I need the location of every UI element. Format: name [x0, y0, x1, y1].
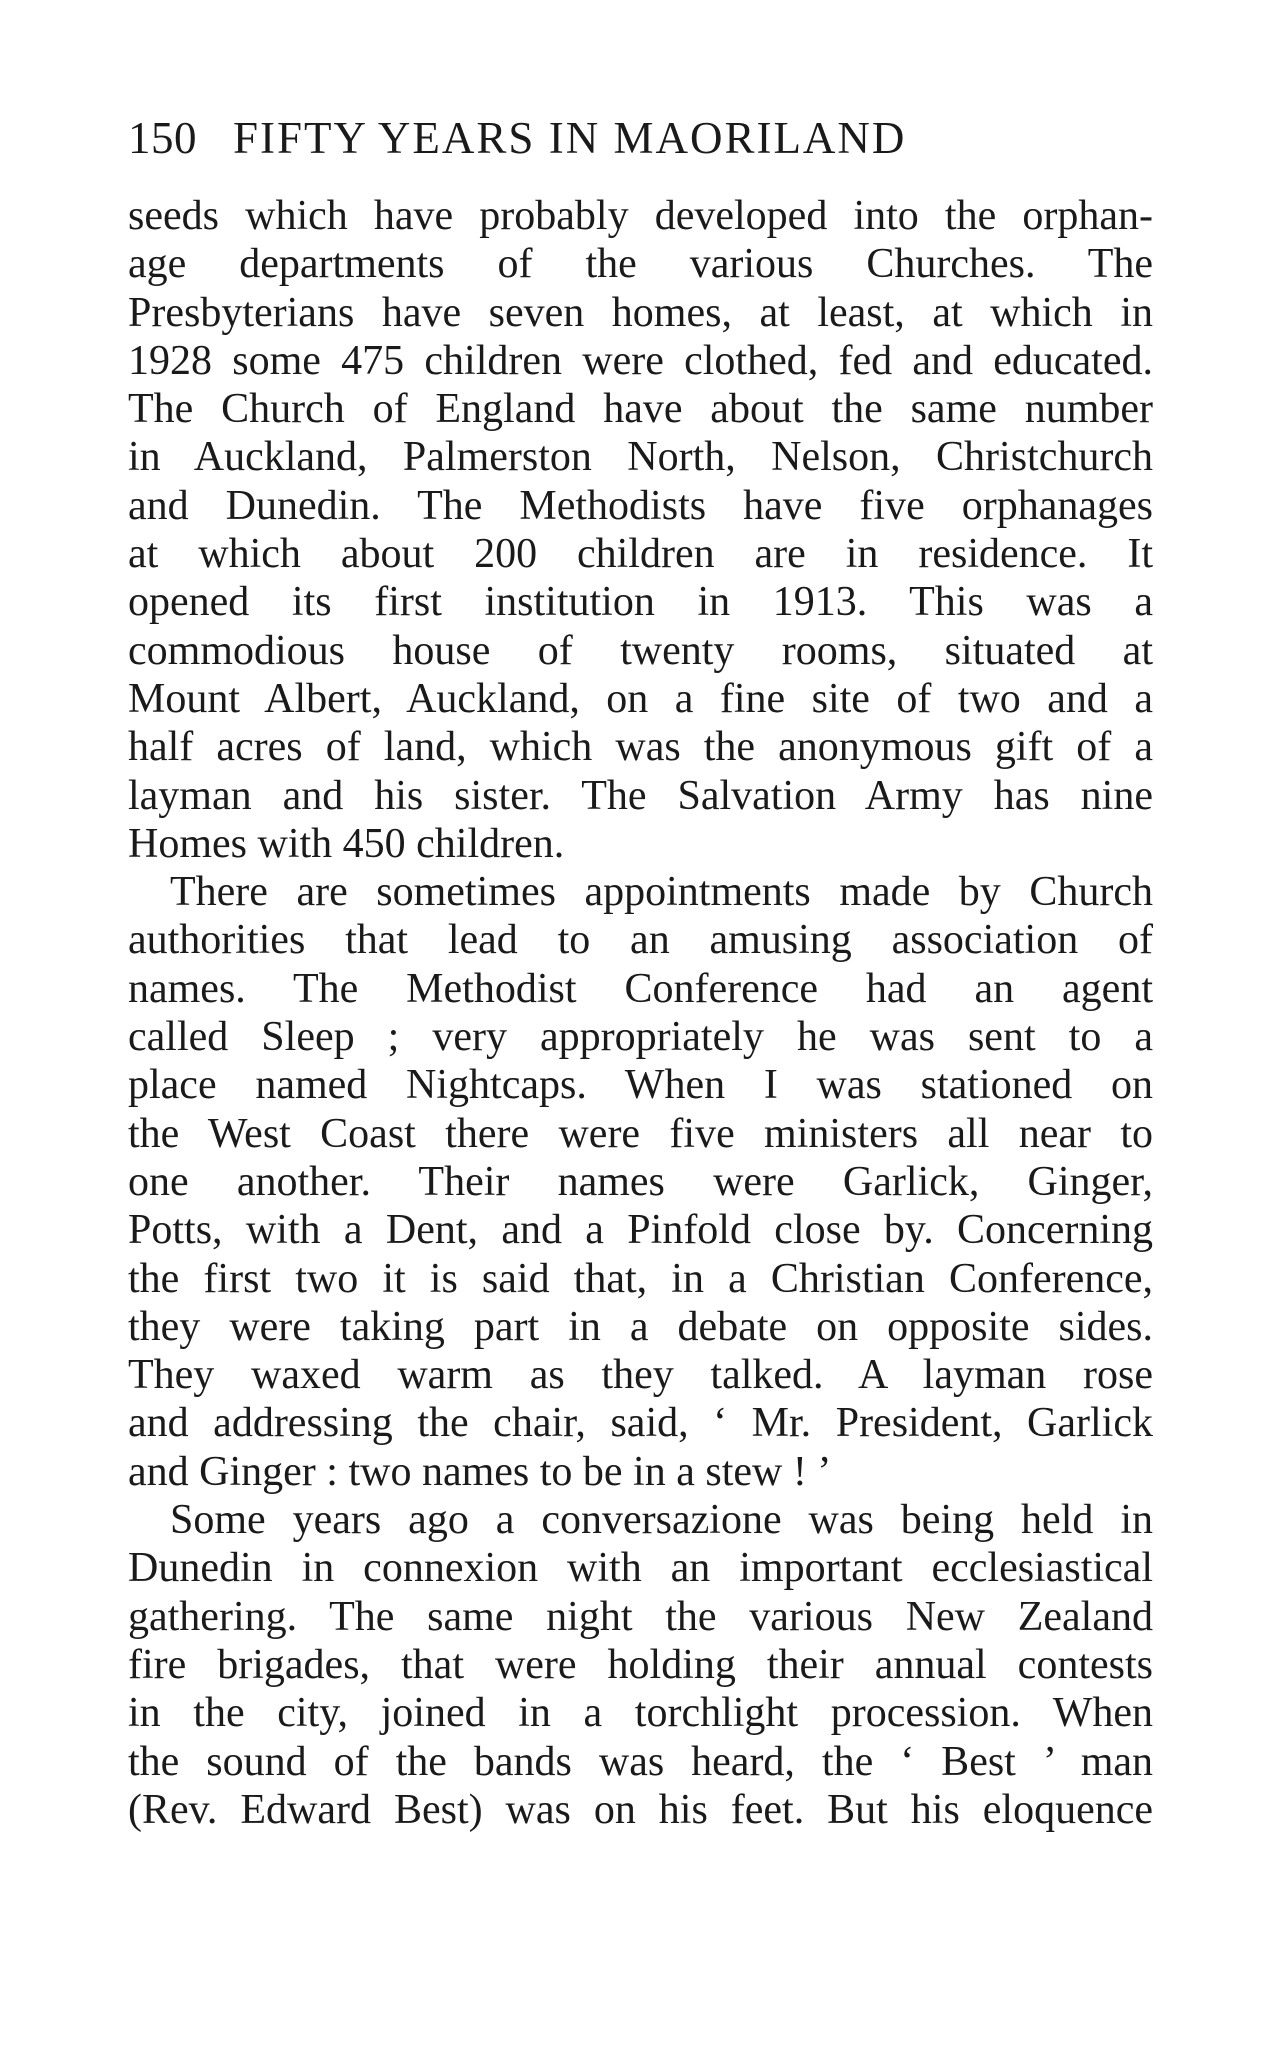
text-line: half acres of land, which was the anonymous gift of a: [128, 724, 1153, 771]
text-line: (Rev. Edward Best) was on his feet. But his eloquence: [128, 1786, 1153, 1833]
text-line: Some years ago a conversazione was being held in: [170, 1497, 1153, 1544]
text-line: Presbyterians have seven homes, at least, at which in: [128, 289, 1153, 336]
running-title: FIFTY YEARS IN MAORILAND: [233, 113, 907, 163]
text-line: in Auckland, Palmerston North, Nelson, Christchurch: [128, 434, 1153, 481]
text-line: at which about 200 children are in residence. It: [128, 531, 1153, 578]
text-line: and Dunedin. The Methodists have five orphanages: [128, 482, 1153, 529]
text-line: called Sleep ; very appropriately he was sent to a: [128, 1014, 1153, 1061]
text-line: age departments of the various Churches. The: [128, 241, 1153, 288]
text-line: Homes with 450 children.: [128, 820, 565, 867]
text-line: gathering. The same night the various New Zealand: [128, 1593, 1153, 1640]
text-line: authorities that lead to an amusing association of: [128, 917, 1153, 964]
text-line: names. The Methodist Conference had an agent: [128, 965, 1153, 1012]
text-line: the first two it is said that, in a Christian Conference,: [128, 1255, 1153, 1302]
text-line: they were taking part in a debate on opposite sides.: [128, 1303, 1153, 1350]
paragraph-2: [128, 868, 1153, 1496]
page-number: 150: [128, 113, 197, 163]
text-line: seeds which have probably developed into the orphan-: [128, 193, 1153, 239]
body-text: [128, 192, 1153, 1834]
text-line: layman and his sister. The Salvation Army has nine: [128, 772, 1153, 819]
text-line: opened its first institution in 1913. This was a: [128, 579, 1153, 626]
text-line: There are sometimes appointments made by Church: [170, 869, 1153, 916]
text-line: commodious house of twenty rooms, situated at: [128, 627, 1153, 674]
text-line: The Church of England have about the same number: [128, 386, 1153, 433]
text-line: fire brigades, that were holding their annual contests: [128, 1641, 1153, 1688]
text-line: the sound of the bands was heard, the ‘ Best ’ man: [128, 1738, 1153, 1785]
text-line: place named Nightcaps. When I was stationed on: [128, 1062, 1153, 1109]
text-line: 1928 some 475 children were clothed, fed and educated.: [128, 337, 1153, 384]
text-line: the West Coast there were five ministers all near to: [128, 1110, 1153, 1157]
text-line: one another. Their names were Garlick, Ginger,: [128, 1158, 1153, 1205]
text-line: and addressing the chair, said, ‘ Mr. President, Garlick: [128, 1400, 1153, 1447]
text-line: Dunedin in connexion with an important ecclesiastical: [128, 1545, 1153, 1592]
text-line: and Ginger : two names to be in a stew ! ’: [128, 1448, 832, 1495]
text-line: They waxed warm as they talked. A layman rose: [128, 1352, 1153, 1399]
running-head: [128, 108, 1168, 168]
text-line: in the city, joined in a torchlight procession. When: [128, 1690, 1153, 1737]
paragraph-3: [128, 1496, 1153, 1834]
text-line: Mount Albert, Auckland, on a fine site of two and a: [128, 675, 1153, 722]
paragraph-1: [128, 192, 1153, 868]
text-line: Potts, with a Dent, and a Pinfold close by. Concerning: [128, 1207, 1153, 1254]
